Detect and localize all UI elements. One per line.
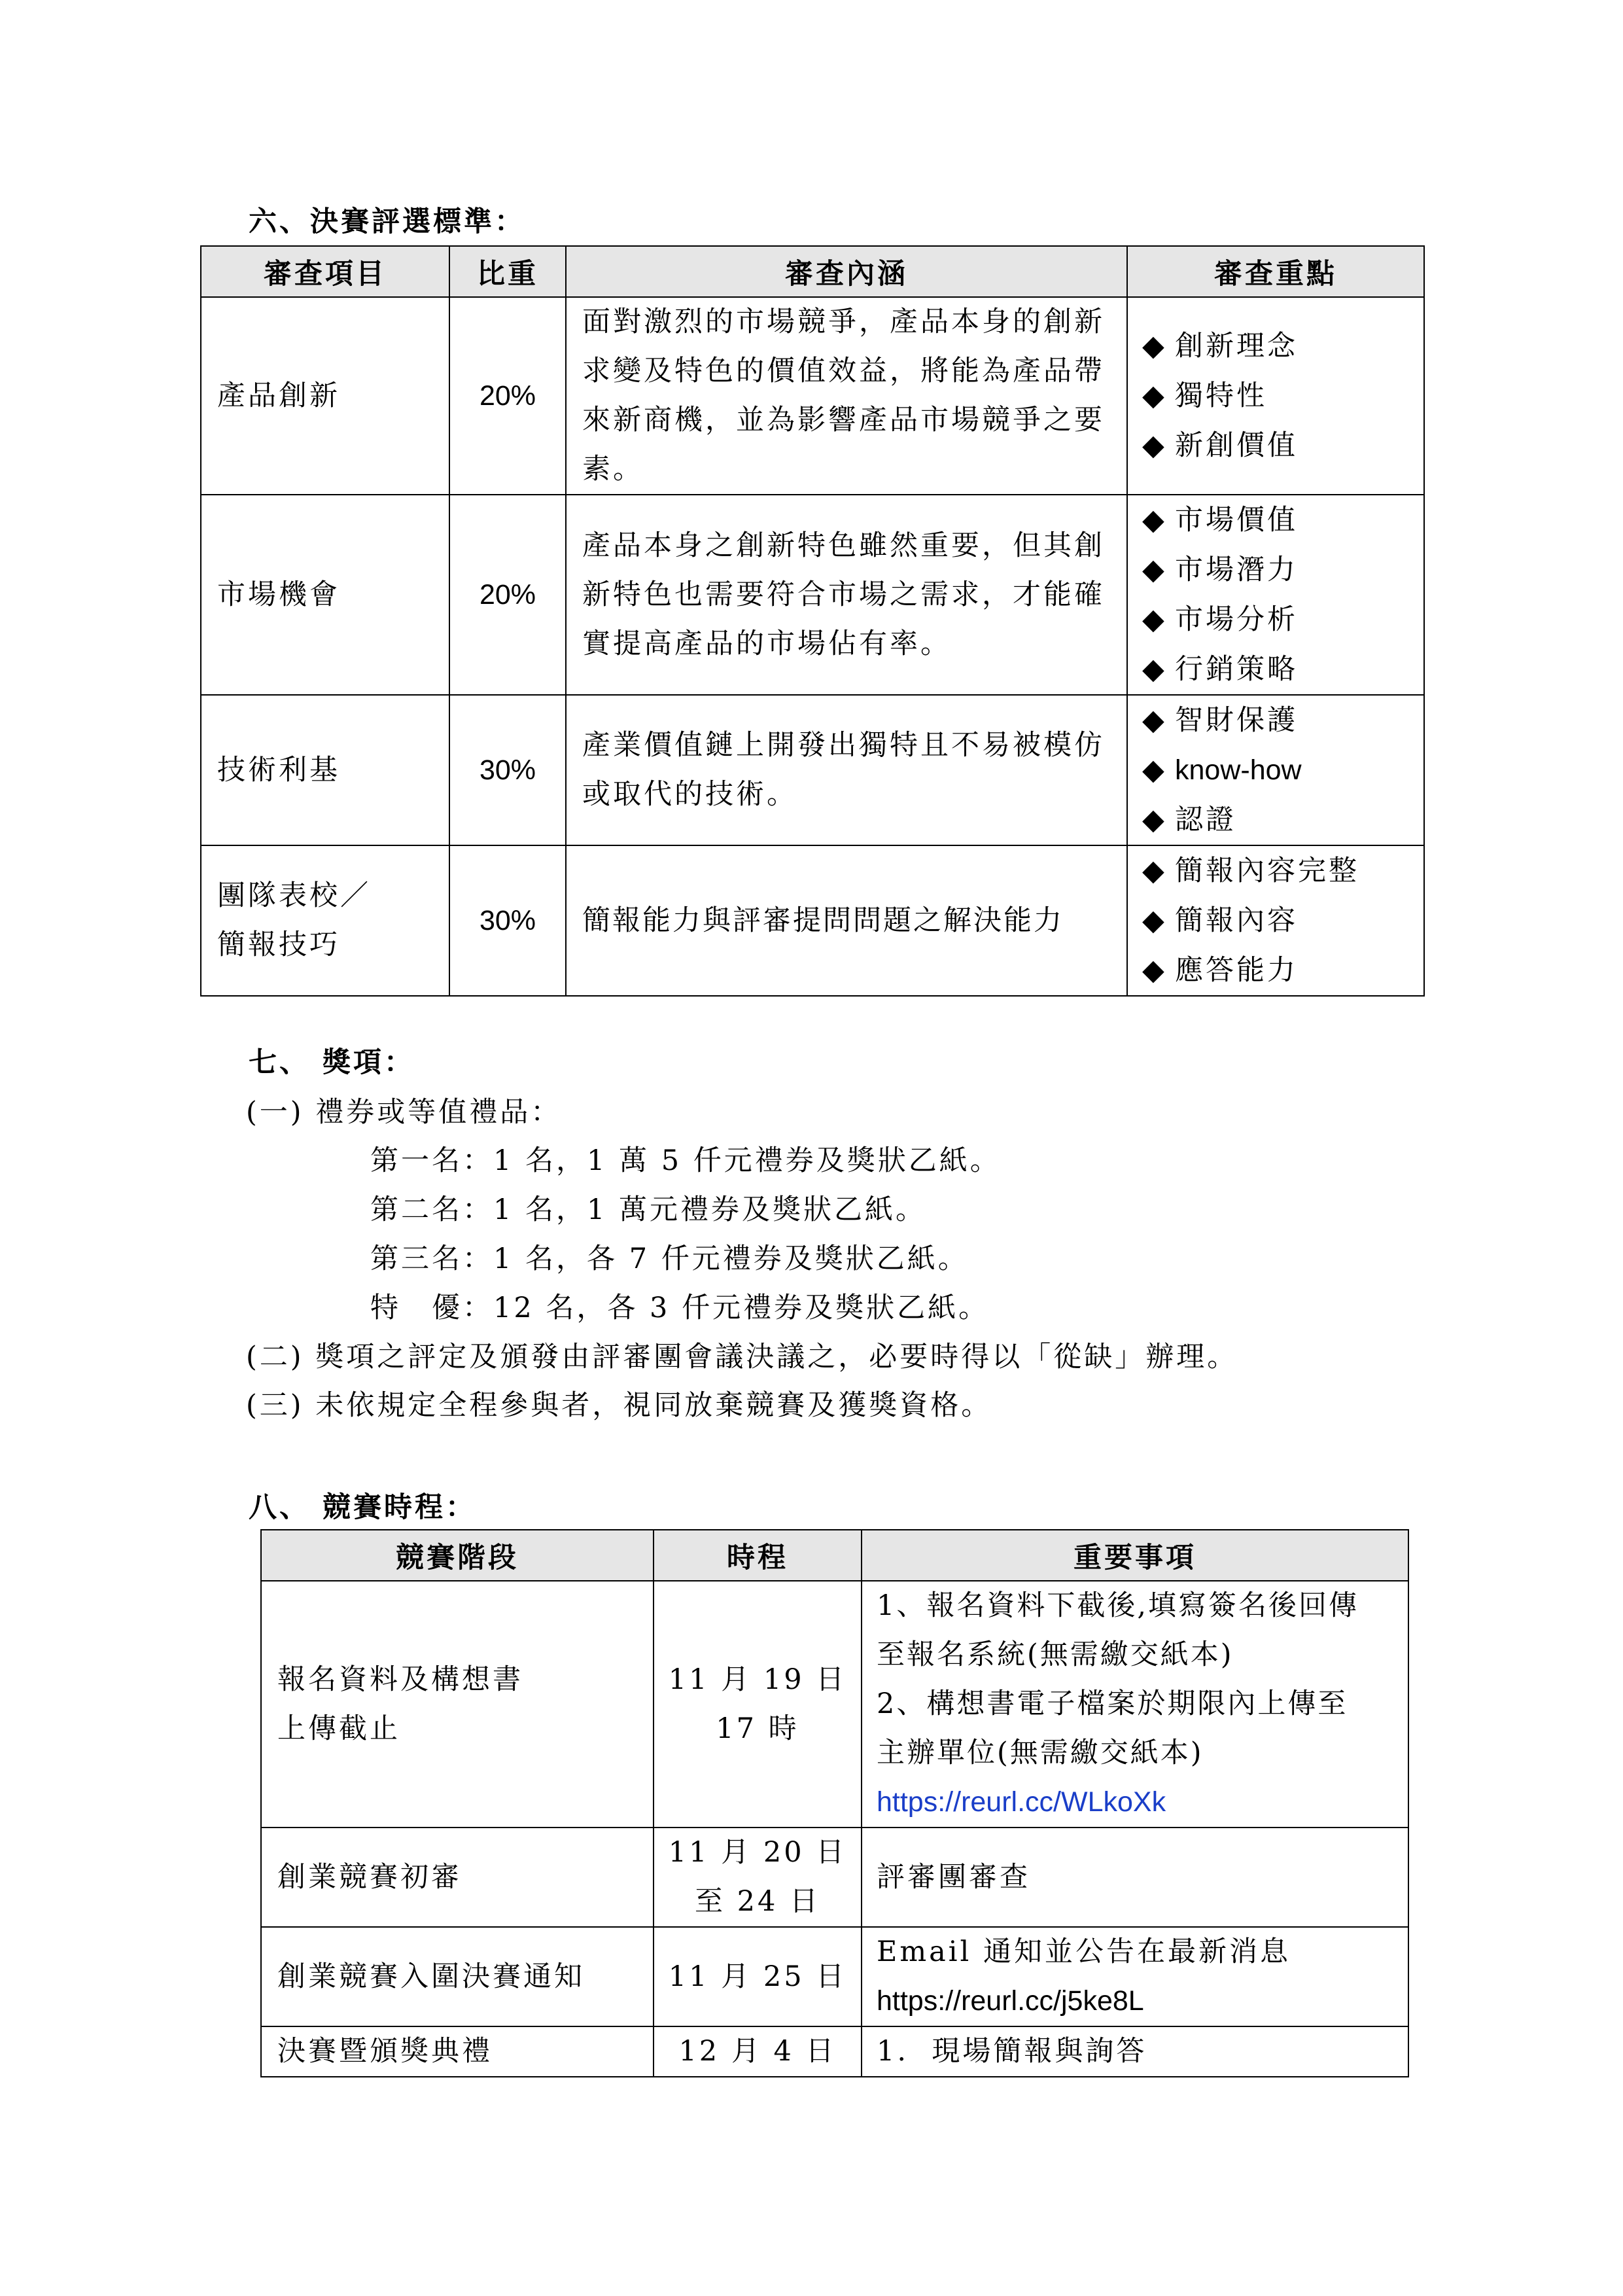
criteria-weight: 30% <box>449 845 566 996</box>
schedule-row <box>261 1581 1408 1828</box>
criteria-content: 產品本身之創新特色雖然重要，但其創新特色也需要符合市場之需求，才能確實提高產品的市場佔有率。 <box>566 495 1127 695</box>
criteria-row <box>201 297 1424 495</box>
diamond-bullet-icon: ◆ <box>1142 953 1167 987</box>
header-review-item: 審查項目 <box>201 246 449 297</box>
diamond-bullet-icon: ◆ <box>1142 753 1167 786</box>
diamond-bullet-icon: ◆ <box>1142 652 1167 686</box>
diamond-bullet-icon: ◆ <box>1142 603 1167 636</box>
key-point: ◆ 新創價值 <box>1142 421 1408 470</box>
header-notes: 重要事項 <box>862 1530 1408 1581</box>
diamond-bullet-icon: ◆ <box>1142 379 1167 412</box>
diamond-bullet-icon: ◆ <box>1142 703 1167 737</box>
prize-item-1: (一) 禮券或等值禮品： <box>246 1096 562 1129</box>
header-content: 審查內涵 <box>566 246 1127 297</box>
schedule-notes: 1. 現場簡報與詢答 <box>862 2026 1408 2077</box>
header-weight: 比重 <box>449 246 566 297</box>
key-point: ◆ 市場潛力 <box>1142 545 1408 595</box>
schedule-notes: 評審團審查 <box>862 1828 1408 1927</box>
registration-upload-link[interactable]: https://reurl.cc/WLkoXk <box>877 1786 1166 1818</box>
key-point: ◆ 簡報內容完整 <box>1142 846 1408 896</box>
prize-item-2: (二) 獎項之評定及頒發由評審團會議決議之，必要時得以「從缺」辦理。 <box>246 1341 1238 1373</box>
prize-item-3: (三) 未依規定全程參與者，視同放棄競賽及獲獎資格。 <box>246 1389 992 1422</box>
schedule-stage: 報名資料及構想書 上傳截止 <box>261 1581 654 1828</box>
key-point: ◆ 智財保護 <box>1142 696 1408 745</box>
schedule-row <box>261 1828 1408 1927</box>
prize-line: 第一名：1 名，1 萬 5 仟元禮券及獎狀乙紙。 <box>370 1144 1001 1177</box>
criteria-weight: 20% <box>449 297 566 495</box>
key-point: ◆ 獨特性 <box>1142 371 1408 421</box>
finalist-notice-link[interactable]: https://reurl.cc/j5ke8L <box>877 1985 1144 2017</box>
section6-heading: 六、決賽評選標準： <box>249 205 525 238</box>
diamond-bullet-icon: ◆ <box>1142 854 1167 887</box>
diamond-bullet-icon: ◆ <box>1142 803 1167 836</box>
schedule-date: 11 月 19 日 17 時 <box>654 1581 862 1828</box>
criteria-item: 團隊表校／ 簡報技巧 <box>201 845 449 996</box>
schedule-row <box>261 2026 1408 2077</box>
key-point: ◆ 市場價值 <box>1142 495 1408 545</box>
diamond-bullet-icon: ◆ <box>1142 429 1167 462</box>
header-key-points: 審查重點 <box>1127 246 1424 297</box>
criteria-points <box>1127 695 1424 845</box>
key-point: ◆ 市場分析 <box>1142 595 1408 645</box>
criteria-weight: 30% <box>449 695 566 845</box>
criteria-table <box>200 245 1425 997</box>
header-stage: 競賽階段 <box>261 1530 654 1581</box>
schedule-notes: 1、報名資料下截後,填寫簽名後回傳 至報名系統(無需繳交紙本) 2、構想書電子檔案於期限內上傳至 主辦單位(無需繳交紙本) https://reurl.cc/WLkoXk <box>862 1581 1408 1828</box>
schedule-stage: 創業競賽入圍決賽通知 <box>261 1927 654 2026</box>
criteria-item: 產品創新 <box>201 297 449 495</box>
key-point: ◆ 創新理念 <box>1142 321 1408 371</box>
schedule-date: 12 月 4 日 <box>654 2026 862 2077</box>
key-point: ◆ 認證 <box>1142 795 1408 845</box>
diamond-bullet-icon: ◆ <box>1142 553 1167 586</box>
schedule-notes: Email 通知並公告在最新消息 https://reurl.cc/j5ke8L <box>862 1927 1408 2026</box>
criteria-item: 市場機會 <box>201 495 449 695</box>
header-schedule: 時程 <box>654 1530 862 1581</box>
schedule-row <box>261 1927 1408 2026</box>
criteria-points <box>1127 297 1424 495</box>
criteria-row <box>201 845 1424 996</box>
diamond-bullet-icon: ◆ <box>1142 329 1167 362</box>
criteria-weight: 20% <box>449 495 566 695</box>
prize-line: 第三名：1 名，各 7 仟元禮券及獎狀乙紙。 <box>370 1243 969 1275</box>
schedule-header-row <box>261 1530 1408 1581</box>
section7-heading: 七、 獎項： <box>249 1046 415 1079</box>
criteria-points <box>1127 845 1424 996</box>
criteria-points <box>1127 495 1424 695</box>
criteria-content: 簡報能力與評審提問問題之解決能力 <box>566 845 1127 996</box>
schedule-stage: 決賽暨頒獎典禮 <box>261 2026 654 2077</box>
section8-heading: 八、 競賽時程： <box>249 1491 476 1524</box>
criteria-row <box>201 495 1424 695</box>
key-point: ◆ 簡報內容 <box>1142 896 1408 945</box>
criteria-content: 面對激烈的市場競爭，產品本身的創新求變及特色的價值效益，將能為產品帶來新商機，並為影響產品市場競爭之要素。 <box>566 297 1127 495</box>
schedule-table <box>260 1529 1409 2077</box>
criteria-row <box>201 695 1424 845</box>
schedule-date: 11 月 25 日 <box>654 1927 862 2026</box>
schedule-date: 11 月 20 日 至 24 日 <box>654 1828 862 1927</box>
schedule-stage: 創業競賽初審 <box>261 1828 654 1927</box>
prize-line: 特 優：12 名，各 3 仟元禮券及獎狀乙紙。 <box>370 1292 990 1324</box>
key-point: ◆ know-how <box>1142 745 1408 795</box>
criteria-item: 技術利基 <box>201 695 449 845</box>
diamond-bullet-icon: ◆ <box>1142 904 1167 937</box>
key-point: ◆ 行銷策略 <box>1142 645 1408 694</box>
criteria-header-row <box>201 246 1424 297</box>
key-point: ◆ 應答能力 <box>1142 945 1408 995</box>
criteria-content: 產業價值鏈上開發出獨特且不易被模仿或取代的技術。 <box>566 695 1127 845</box>
diamond-bullet-icon: ◆ <box>1142 503 1167 537</box>
prize-line: 第二名：1 名，1 萬元禮券及獎狀乙紙。 <box>370 1193 927 1226</box>
